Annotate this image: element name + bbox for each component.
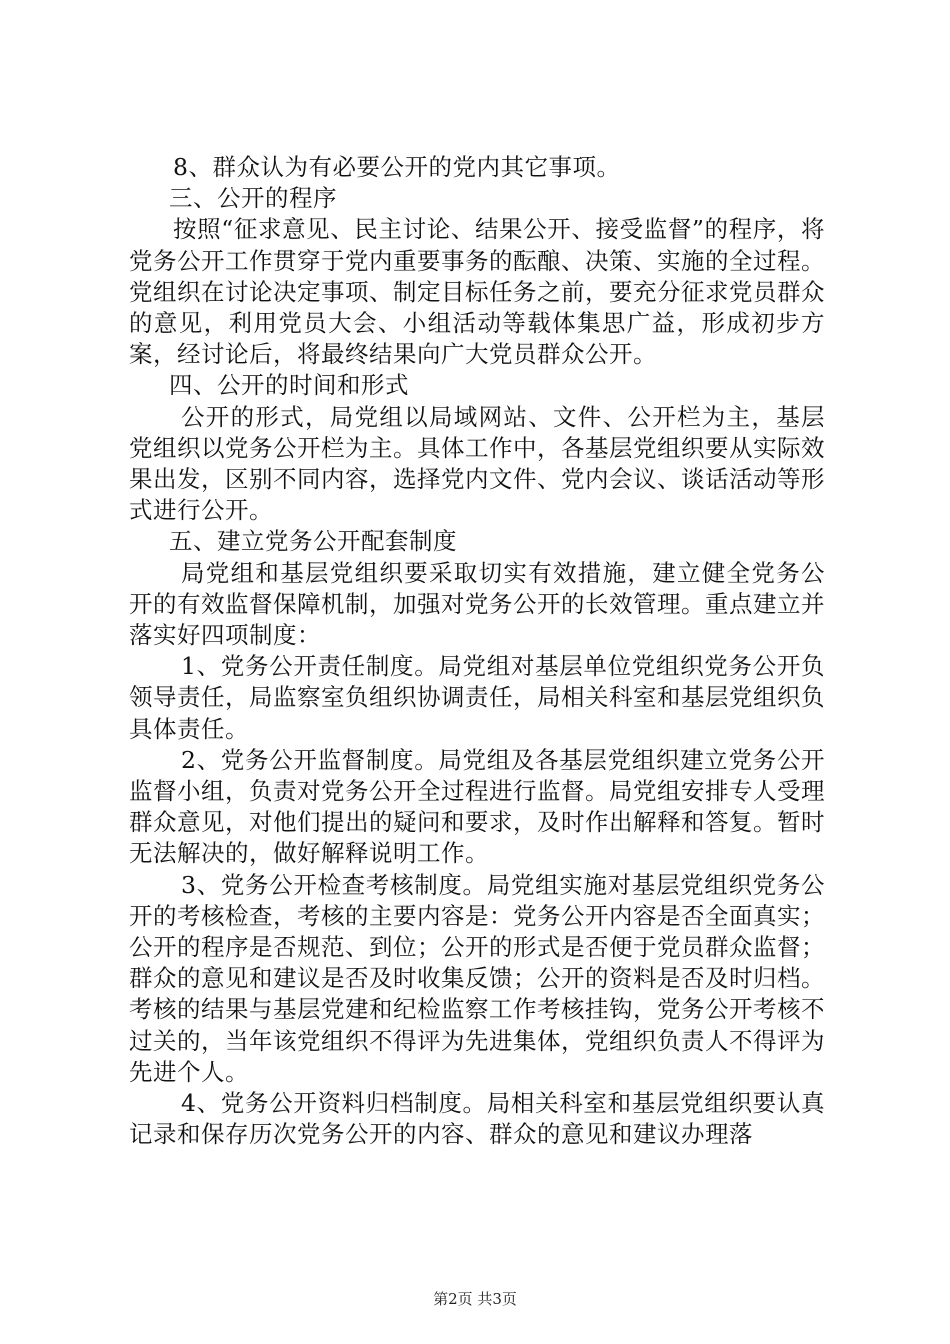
list-item-responsibility: 1、党务公开责任制度。局党组对基层单位党组织党务公开负领导责任，局监察室负组织协调责任，局相关科室和基层党组织负具体责任。 [129, 652, 825, 743]
section-heading-systems: 五、建立党务公开配套制度 [169, 527, 457, 556]
section-heading-procedure: 三、公开的程序 [169, 184, 337, 213]
list-item-8: 8、群众认为有必要公开的党内其它事项。 [173, 153, 621, 181]
page-number: 第2页 共3页 [433, 1290, 517, 1308]
list-item-supervision: 2、党务公开监督制度。局党组及各基层党组织建立党务公开监督小组，负责对党务公开全过程进行监督。局党组安排专人受理群众意见，对他们提出的疑问和要求，及时作出解释和答复。暂时无法解决的，做好解释说明工作。 [129, 745, 825, 868]
document-body [129, 152, 825, 1151]
paragraph-form: 公开的形式，局党组以局域网站、文件、公开栏为主，基层党组织以党务公开栏为主。具体工作中，各基层党组织要从实际效果出发，区别不同内容，选择党内文件、党内会议、谈话活动等形式进行公开。 [129, 402, 825, 525]
paragraph-procedure: 按照“征求意见、民主讨论、结果公开、接受监督”的程序，将党务公开工作贯穿于党内重要事务的酝酿、决策、实施的全过程。党组织在讨论决定事项、制定目标任务之前，要充分征求党员群众的意见，利用党员大会、小组活动等载体集思广益，形成初步方案，经讨论后，将最终结果向广大党员群众公开。 [129, 215, 825, 369]
paragraph-systems-intro: 局党组和基层党组织要采取切实有效措施，建立健全党务公开的有效监督保障机制，加强对党务公开的长效管理。重点建立并落实好四项制度： [129, 558, 825, 650]
list-item-archiving: 4、党务公开资料归档制度。局相关科室和基层党组织要认真记录和保存历次党务公开的内容、群众的意见和建议办理落 [129, 1089, 825, 1149]
list-item-assessment: 3、党务公开检查考核制度。局党组实施对基层党组织党务公开的考核检查，考核的主要内容是：党务公开内容是否全面真实；公开的程序是否规范、到位；公开的形式是否便于党员群众监督；群众的意见和建议是否及时收集反馈；公开的资料是否及时归档。考核的结果与基层党建和纪检监察工作考核挂钩，党务公开考核不过关的，当年该党组织不得评为先进集体，党组织负责人不得评为先进个人。 [129, 870, 825, 1086]
section-heading-time-form: 四、公开的时间和形式 [169, 371, 409, 400]
